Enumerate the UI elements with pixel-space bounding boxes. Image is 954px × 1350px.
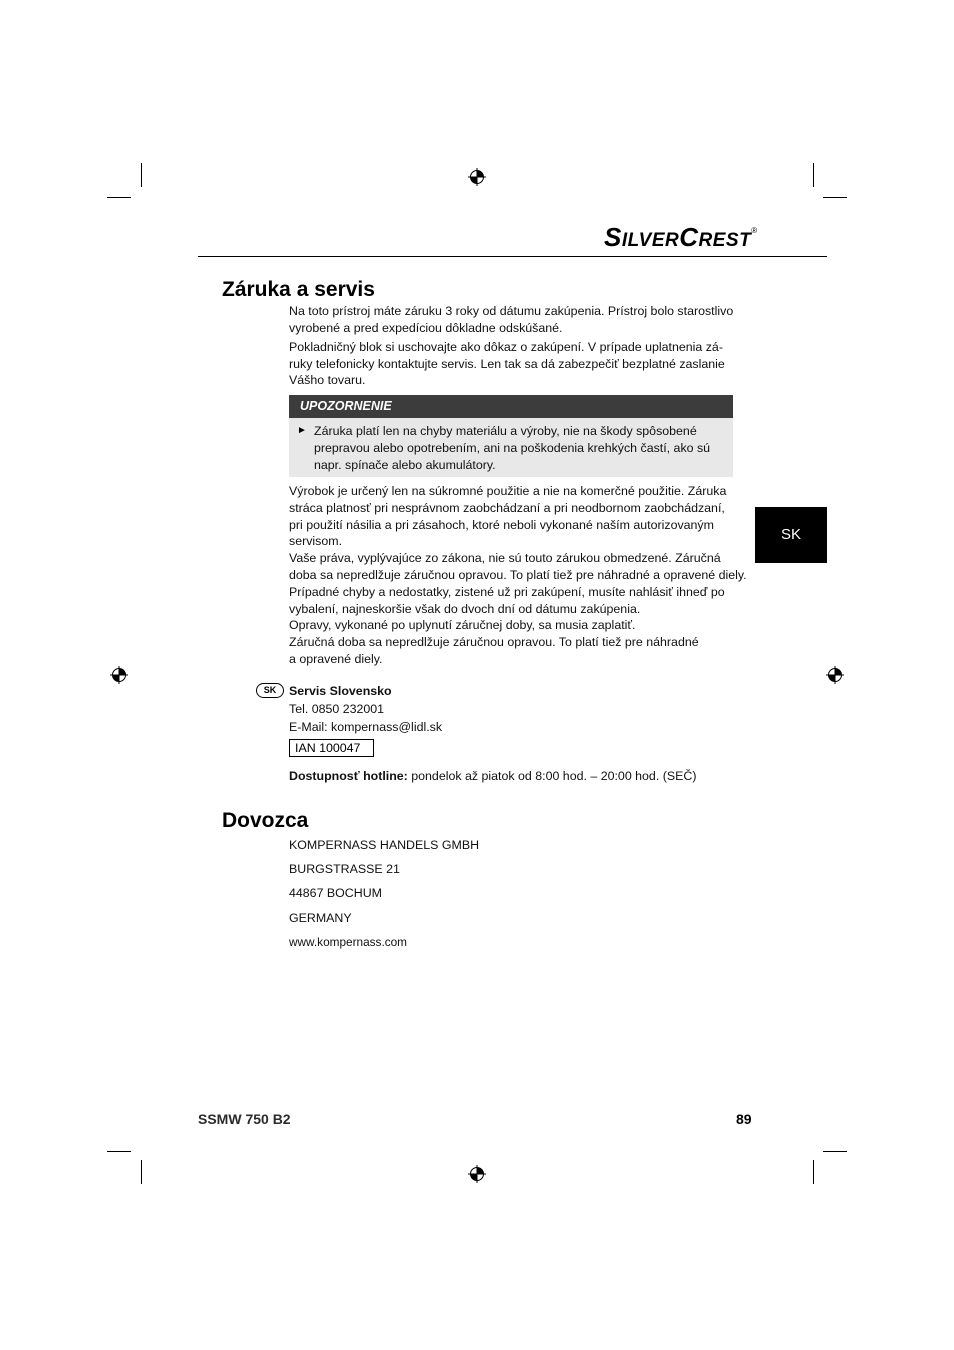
- warranty-paragraph-line: vyrobené a pred expedíciou dôkladne odskúšané.: [289, 321, 563, 335]
- header-rule: [198, 256, 827, 257]
- notice-line: Záruka platí len na chyby materiálu a výroby, nie na škody spôsobené: [314, 424, 697, 438]
- crop-mark: [141, 163, 142, 187]
- hotline-label: Dostupnosť hotline:: [289, 769, 408, 783]
- service-phone: Tel. 0850 232001: [289, 702, 385, 716]
- language-tab: SK: [755, 507, 827, 563]
- warranty-paragraph-line: doba sa nepredlžuje záručnou opravou. To platí tiež pre náhradné a opravené diely.: [289, 568, 747, 582]
- importer-company: KOMPERNASS HANDELS GMBH: [289, 838, 480, 852]
- importer-website: www.kompernass.com: [289, 935, 408, 949]
- section-title-warranty: Záruka a servis: [222, 278, 375, 301]
- importer-country: GERMANY: [289, 911, 352, 925]
- warranty-paragraph-line: a opravené diely.: [289, 652, 383, 666]
- registration-mark-icon: [826, 666, 844, 684]
- warranty-paragraph-line: Pokladničný blok si uschovajte ako dôkaz o zakúpení. V prípade uplatnenia zá-: [289, 340, 723, 354]
- page-number: 89: [736, 1111, 752, 1127]
- bullet-arrow-icon: ►: [297, 425, 307, 436]
- importer-street: BURGSTRASSE 21: [289, 862, 400, 876]
- notice-line: napr. spínače alebo akumulátory.: [314, 458, 496, 472]
- warranty-paragraph-line: Prípadné chyby a nedostatky, zistené už pri zakúpení, musíte nahlásiť ihneď po: [289, 585, 725, 599]
- warranty-paragraph-line: Záručná doba sa nepredlžuje záručnou opravou. To platí tiež pre náhradné: [289, 635, 699, 649]
- hotline-hours: pondelok až piatok od 8:00 hod. – 20:00 hod. (SEČ): [407, 769, 697, 783]
- service-name: Servis Slovensko: [289, 684, 392, 698]
- warranty-paragraph-line: servisom.: [289, 534, 343, 548]
- crop-mark: [823, 197, 847, 198]
- section-title-importer: Dovozca: [222, 809, 309, 832]
- crop-mark: [823, 1151, 847, 1152]
- crop-mark: [107, 197, 131, 198]
- ian-number-box: IAN 100047: [289, 739, 374, 757]
- warranty-paragraph-line: vybalení, najneskoršie však do dvoch dní od dátumu zakúpenia.: [289, 602, 641, 616]
- service-email: E-Mail: kompernass@lidl.sk: [289, 720, 443, 734]
- warranty-paragraph-line: ruky telefonicky kontaktujte servis. Len tak sa dá zabezpečiť bezplatné zaslanie: [289, 357, 725, 371]
- notice-header: UPOZORNENIE: [289, 395, 733, 418]
- notice-line: prepravou alebo opotrebením, ani na poškodenia krehkých častí, ako sú: [314, 441, 711, 455]
- warranty-paragraph-line: pri použití násilia a pri zásahoch, ktoré neboli vykonané naším autorizovaným: [289, 518, 714, 532]
- country-code-badge: SK: [256, 683, 284, 698]
- warranty-paragraph-line: Výrobok je určený len na súkromné použitie a nie na komerčné použitie. Záruka: [289, 484, 727, 498]
- registration-mark-icon: [468, 168, 486, 186]
- crop-mark: [141, 1160, 142, 1184]
- importer-city: 44867 BOCHUM: [289, 886, 382, 900]
- hotline-info: [289, 768, 696, 785]
- silvercrest-logo: SILVERCREST®: [604, 222, 758, 252]
- crop-mark: [813, 1160, 814, 1184]
- warranty-paragraph-line: Vášho tovaru.: [289, 373, 366, 387]
- footer-model: SSMW 750 B2: [198, 1111, 291, 1127]
- crop-mark: [107, 1151, 131, 1152]
- registration-mark-icon: [468, 1165, 486, 1183]
- warranty-paragraph-line: Vaše práva, vyplývajúce zo zákona, nie sú touto zárukou obmedzené. Záručná: [289, 551, 721, 565]
- warranty-paragraph-line: Opravy, vykonané po uplynutí záručnej doby, sa musia zaplatiť.: [289, 618, 636, 632]
- warranty-paragraph-line: stráca platnosť pri nesprávnom zaobchádzaní a pri neodbornom zaobchádzaní,: [289, 501, 725, 515]
- crop-mark: [813, 163, 814, 187]
- registration-mark-icon: [110, 666, 128, 684]
- warranty-paragraph-line: Na toto prístroj máte záruku 3 roky od dátumu zakúpenia. Prístroj bolo starostlivo: [289, 304, 734, 318]
